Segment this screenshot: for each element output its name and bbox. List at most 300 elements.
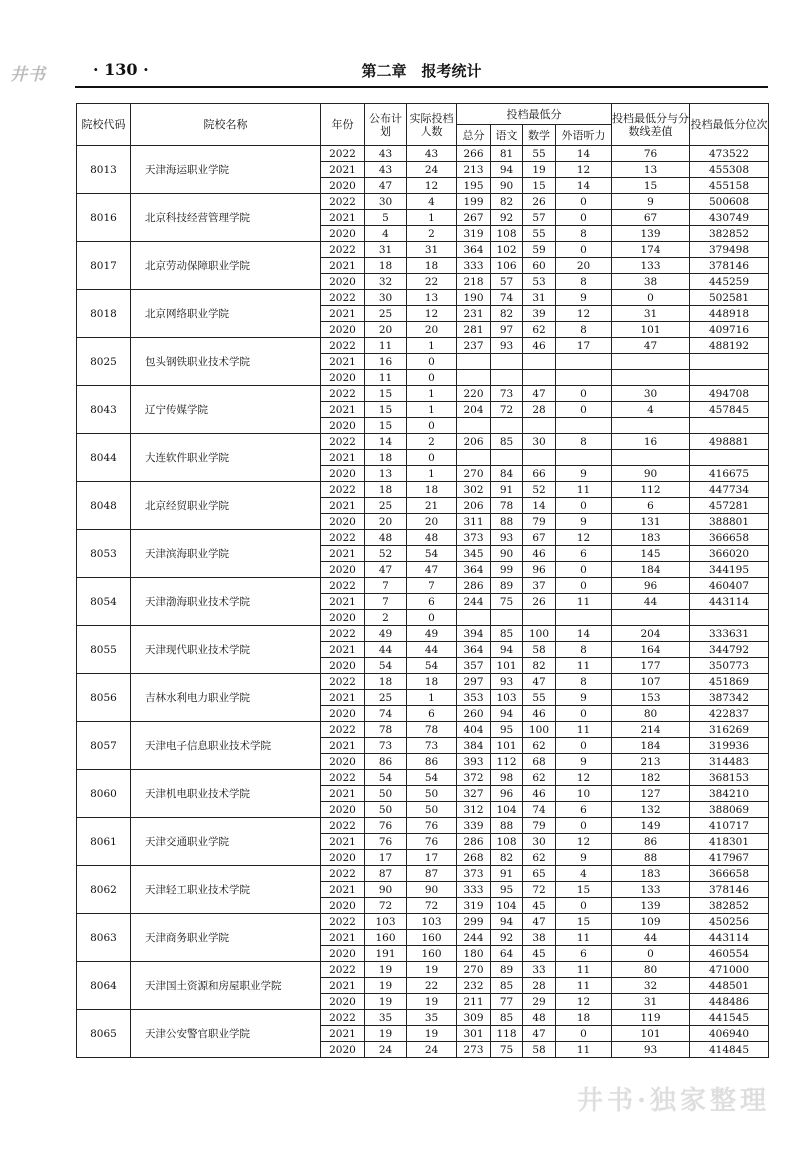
table-cell: 19 xyxy=(523,162,556,178)
table-cell: 108 xyxy=(491,834,523,850)
table-cell: 12 xyxy=(407,306,457,322)
publisher-logo: 井书 xyxy=(10,65,46,85)
table-cell: 9 xyxy=(556,754,612,770)
table-cell: 0 xyxy=(407,354,457,370)
table-cell: 99 xyxy=(491,562,523,578)
table-cell: 6 xyxy=(556,946,612,962)
school-code: 8065 xyxy=(77,1010,131,1058)
table-cell: 447734 xyxy=(690,482,769,498)
table-cell: 6 xyxy=(407,594,457,610)
table-cell: 97 xyxy=(491,322,523,338)
table-cell: 9 xyxy=(556,850,612,866)
table-cell: 2021 xyxy=(321,1026,365,1042)
table-cell: 19 xyxy=(365,1026,407,1042)
table-cell: 73 xyxy=(407,738,457,754)
table-cell: 406940 xyxy=(690,1026,769,1042)
table-cell: 18 xyxy=(407,482,457,498)
table-cell: 8 xyxy=(556,674,612,690)
table-cell: 46 xyxy=(523,706,556,722)
table-cell: 10 xyxy=(556,786,612,802)
table-cell: 286 xyxy=(457,834,491,850)
table-cell: 25 xyxy=(365,690,407,706)
table-cell: 2020 xyxy=(321,706,365,722)
table-cell: 414845 xyxy=(690,1042,769,1058)
table-cell: 382852 xyxy=(690,226,769,242)
table-cell: 52 xyxy=(365,546,407,562)
table-cell: 24 xyxy=(407,162,457,178)
school-code: 8016 xyxy=(77,194,131,242)
table-cell: 78 xyxy=(491,498,523,514)
table-cell: 80 xyxy=(612,962,690,978)
table-cell: 46 xyxy=(523,786,556,802)
table-cell: 2021 xyxy=(321,690,365,706)
table-cell: 118 xyxy=(491,1026,523,1042)
table-cell: 112 xyxy=(491,754,523,770)
table-cell: 206 xyxy=(457,498,491,514)
table-cell: 9 xyxy=(556,290,612,306)
table-cell: 54 xyxy=(365,658,407,674)
page-header xyxy=(75,52,768,82)
table-cell: 404 xyxy=(457,722,491,738)
table-cell: 18 xyxy=(556,1010,612,1026)
table-row xyxy=(77,626,769,642)
school-code: 8025 xyxy=(77,338,131,386)
col-chinese: 语文 xyxy=(491,125,523,146)
table-cell: 206 xyxy=(457,434,491,450)
table-cell: 2022 xyxy=(321,434,365,450)
table-cell: 30 xyxy=(523,834,556,850)
table-cell: 357 xyxy=(457,658,491,674)
table-cell: 11 xyxy=(556,1042,612,1058)
table-cell: 311 xyxy=(457,514,491,530)
table-cell: 2020 xyxy=(321,898,365,914)
school-code: 8064 xyxy=(77,962,131,1010)
table-cell: 2021 xyxy=(321,546,365,562)
table-cell: 0 xyxy=(612,290,690,306)
table-cell: 81 xyxy=(491,146,523,162)
table-cell: 8 xyxy=(556,434,612,450)
table-cell: 302 xyxy=(457,482,491,498)
school-code: 8017 xyxy=(77,242,131,290)
table-cell: 353 xyxy=(457,690,491,706)
table-cell: 11 xyxy=(365,370,407,386)
table-cell: 2021 xyxy=(321,210,365,226)
table-cell: 441545 xyxy=(690,1010,769,1026)
table-cell: 364 xyxy=(457,242,491,258)
school-code: 8061 xyxy=(77,818,131,866)
table-cell: 9 xyxy=(556,514,612,530)
table-cell: 57 xyxy=(491,274,523,290)
table-cell xyxy=(556,450,612,466)
table-cell: 0 xyxy=(612,946,690,962)
table-cell: 2021 xyxy=(321,498,365,514)
table-cell: 417967 xyxy=(690,850,769,866)
table-cell: 0 xyxy=(556,1026,612,1042)
table-cell: 4 xyxy=(556,866,612,882)
table-cell xyxy=(457,610,491,626)
table-row xyxy=(77,914,769,930)
table-row xyxy=(77,194,769,210)
table-cell: 410717 xyxy=(690,818,769,834)
table-cell: 2022 xyxy=(321,770,365,786)
table-cell: 2022 xyxy=(321,722,365,738)
table-cell: 15 xyxy=(365,386,407,402)
table-cell: 2022 xyxy=(321,386,365,402)
table-cell: 14 xyxy=(523,498,556,514)
table-cell: 0 xyxy=(556,706,612,722)
table-cell: 19 xyxy=(365,962,407,978)
table-cell: 333 xyxy=(457,258,491,274)
table-cell: 15 xyxy=(612,178,690,194)
table-cell: 47 xyxy=(523,674,556,690)
table-cell: 1 xyxy=(407,386,457,402)
table-cell: 92 xyxy=(491,930,523,946)
table-cell: 0 xyxy=(556,738,612,754)
table-cell xyxy=(612,450,690,466)
col-name: 院校名称 xyxy=(131,104,321,146)
table-cell: 60 xyxy=(523,258,556,274)
table-cell: 17 xyxy=(365,850,407,866)
table-cell: 174 xyxy=(612,242,690,258)
table-cell: 30 xyxy=(612,386,690,402)
table-cell: 2022 xyxy=(321,962,365,978)
table-cell: 2021 xyxy=(321,786,365,802)
table-cell: 1 xyxy=(407,210,457,226)
table-cell: 67 xyxy=(523,530,556,546)
table-cell xyxy=(612,610,690,626)
table-cell: 44 xyxy=(612,594,690,610)
col-math: 数学 xyxy=(523,125,556,146)
table-cell: 74 xyxy=(523,802,556,818)
table-cell: 2020 xyxy=(321,562,365,578)
table-cell: 473522 xyxy=(690,146,769,162)
table-cell: 2022 xyxy=(321,626,365,642)
school-code: 8048 xyxy=(77,482,131,530)
table-cell: 11 xyxy=(556,594,612,610)
table-row xyxy=(77,818,769,834)
table-cell: 82 xyxy=(491,850,523,866)
table-cell: 2022 xyxy=(321,914,365,930)
table-cell: 104 xyxy=(491,898,523,914)
table-cell: 2022 xyxy=(321,242,365,258)
table-cell: 2021 xyxy=(321,930,365,946)
table-cell: 184 xyxy=(612,738,690,754)
table-cell: 2020 xyxy=(321,802,365,818)
table-cell: 47 xyxy=(365,178,407,194)
table-cell: 32 xyxy=(612,978,690,994)
table-cell: 86 xyxy=(365,754,407,770)
school-name: 天津海运职业学院 xyxy=(131,146,321,194)
table-cell: 2022 xyxy=(321,674,365,690)
header-rule xyxy=(75,86,768,88)
table-cell: 314483 xyxy=(690,754,769,770)
table-cell xyxy=(523,418,556,434)
table-cell: 93 xyxy=(491,674,523,690)
col-rank: 投档最低分位次 xyxy=(690,104,769,146)
table-cell: 38 xyxy=(612,274,690,290)
table-cell: 84 xyxy=(491,466,523,482)
table-cell: 13 xyxy=(407,290,457,306)
table-cell: 53 xyxy=(523,274,556,290)
table-cell: 96 xyxy=(523,562,556,578)
table-cell: 301 xyxy=(457,1026,491,1042)
table-cell: 418301 xyxy=(690,834,769,850)
table-cell: 199 xyxy=(457,194,491,210)
table-cell: 384210 xyxy=(690,786,769,802)
table-cell: 2021 xyxy=(321,306,365,322)
table-cell: 89 xyxy=(491,962,523,978)
col-total: 总分 xyxy=(457,125,491,146)
table-cell: 88 xyxy=(491,818,523,834)
table-cell: 409716 xyxy=(690,322,769,338)
table-cell: 244 xyxy=(457,594,491,610)
table-cell: 80 xyxy=(612,706,690,722)
table-cell: 5 xyxy=(365,210,407,226)
table-cell: 65 xyxy=(523,866,556,882)
table-cell: 87 xyxy=(365,866,407,882)
table-cell: 43 xyxy=(365,146,407,162)
table-cell: 18 xyxy=(365,258,407,274)
table-cell: 2020 xyxy=(321,658,365,674)
table-cell: 345 xyxy=(457,546,491,562)
table-cell: 20 xyxy=(365,322,407,338)
table-cell: 78 xyxy=(365,722,407,738)
table-cell: 1 xyxy=(407,690,457,706)
table-cell: 498881 xyxy=(690,434,769,450)
table-cell: 2021 xyxy=(321,162,365,178)
table-cell: 91 xyxy=(491,482,523,498)
table-cell: 11 xyxy=(556,930,612,946)
table-cell: 299 xyxy=(457,914,491,930)
table-cell: 9 xyxy=(556,690,612,706)
table-row xyxy=(77,674,769,690)
table-cell: 2020 xyxy=(321,1042,365,1058)
table-cell: 368153 xyxy=(690,770,769,786)
table-body xyxy=(77,146,769,1058)
table-cell: 378146 xyxy=(690,882,769,898)
table-cell: 11 xyxy=(556,978,612,994)
table-cell: 19 xyxy=(407,1026,457,1042)
table-cell: 15 xyxy=(556,882,612,898)
table-cell: 131 xyxy=(612,514,690,530)
table-cell: 2 xyxy=(365,610,407,626)
table-cell: 89 xyxy=(491,578,523,594)
table-cell: 267 xyxy=(457,210,491,226)
table-cell xyxy=(690,418,769,434)
table-cell: 72 xyxy=(523,882,556,898)
table-cell: 384 xyxy=(457,738,491,754)
table-cell: 184 xyxy=(612,562,690,578)
table-cell xyxy=(556,418,612,434)
table-cell: 366658 xyxy=(690,866,769,882)
table-cell: 18 xyxy=(407,674,457,690)
table-cell: 2020 xyxy=(321,850,365,866)
table-cell: 78 xyxy=(407,722,457,738)
table-cell: 15 xyxy=(365,418,407,434)
school-name: 天津滨海职业学院 xyxy=(131,530,321,578)
table-cell: 30 xyxy=(523,434,556,450)
table-cell: 6 xyxy=(612,498,690,514)
table-cell: 373 xyxy=(457,866,491,882)
table-cell: 13 xyxy=(612,162,690,178)
table-cell: 20 xyxy=(407,322,457,338)
table-cell: 350773 xyxy=(690,658,769,674)
table-cell: 54 xyxy=(407,770,457,786)
table-cell: 2 xyxy=(407,226,457,242)
table-cell: 133 xyxy=(612,258,690,274)
table-cell: 88 xyxy=(612,850,690,866)
table-cell: 30 xyxy=(365,290,407,306)
table-cell: 190 xyxy=(457,290,491,306)
table-row xyxy=(77,770,769,786)
school-name: 天津机电职业技术学院 xyxy=(131,770,321,818)
table-cell: 19 xyxy=(365,994,407,1010)
school-code: 8044 xyxy=(77,434,131,482)
table-cell: 20 xyxy=(556,258,612,274)
table-cell: 0 xyxy=(556,818,612,834)
table-cell: 104 xyxy=(491,802,523,818)
table-cell xyxy=(491,610,523,626)
table-cell xyxy=(556,610,612,626)
col-min-scores: 投档最低分 xyxy=(457,104,612,125)
col-diff: 投档最低分与分数线差值 xyxy=(612,104,690,146)
table-cell xyxy=(491,418,523,434)
table-cell: 46 xyxy=(523,338,556,354)
table-cell: 7 xyxy=(407,578,457,594)
school-name: 天津轻工职业技术学院 xyxy=(131,866,321,914)
table-cell: 2022 xyxy=(321,530,365,546)
table-cell: 18 xyxy=(407,258,457,274)
table-cell: 2022 xyxy=(321,818,365,834)
table-cell: 2020 xyxy=(321,418,365,434)
table-cell: 18 xyxy=(365,450,407,466)
table-cell: 94 xyxy=(491,914,523,930)
school-code: 8043 xyxy=(77,386,131,434)
school-name: 吉林水利电力职业学院 xyxy=(131,674,321,722)
table-cell: 211 xyxy=(457,994,491,1010)
table-cell: 20 xyxy=(407,514,457,530)
table-cell: 101 xyxy=(491,658,523,674)
school-name: 大连软件职业学院 xyxy=(131,434,321,482)
table-cell: 90 xyxy=(491,178,523,194)
table-cell: 29 xyxy=(523,994,556,1010)
table-cell: 260 xyxy=(457,706,491,722)
table-cell: 35 xyxy=(407,1010,457,1026)
table-cell: 12 xyxy=(407,178,457,194)
table-cell: 430749 xyxy=(690,210,769,226)
table-cell: 132 xyxy=(612,802,690,818)
table-cell: 76 xyxy=(407,834,457,850)
table-cell: 183 xyxy=(612,530,690,546)
table-cell: 25 xyxy=(365,498,407,514)
table-cell: 62 xyxy=(523,770,556,786)
table-cell xyxy=(491,450,523,466)
table-cell: 72 xyxy=(407,898,457,914)
table-cell: 191 xyxy=(365,946,407,962)
table-row xyxy=(77,242,769,258)
school-code: 8055 xyxy=(77,626,131,674)
table-cell: 74 xyxy=(491,290,523,306)
table-cell: 2021 xyxy=(321,354,365,370)
table-cell: 75 xyxy=(491,1042,523,1058)
table-cell: 44 xyxy=(407,642,457,658)
table-cell: 364 xyxy=(457,642,491,658)
table-cell: 50 xyxy=(365,802,407,818)
table-cell: 344195 xyxy=(690,562,769,578)
table-cell: 82 xyxy=(523,658,556,674)
table-cell: 0 xyxy=(407,610,457,626)
table-cell: 101 xyxy=(612,1026,690,1042)
table-row xyxy=(77,722,769,738)
school-name: 北京经贸职业学院 xyxy=(131,482,321,530)
table-cell: 43 xyxy=(407,146,457,162)
table-cell: 90 xyxy=(365,882,407,898)
table-cell: 58 xyxy=(523,642,556,658)
table-cell: 94 xyxy=(491,642,523,658)
table-row xyxy=(77,146,769,162)
table-row xyxy=(77,338,769,354)
table-cell: 2022 xyxy=(321,146,365,162)
table-cell: 30 xyxy=(365,194,407,210)
table-cell: 47 xyxy=(612,338,690,354)
table-cell: 494708 xyxy=(690,386,769,402)
table-cell: 366020 xyxy=(690,546,769,562)
table-cell: 54 xyxy=(407,658,457,674)
table-cell: 8 xyxy=(556,226,612,242)
table-cell xyxy=(612,354,690,370)
table-cell: 231 xyxy=(457,306,491,322)
table-cell: 364 xyxy=(457,562,491,578)
table-cell: 25 xyxy=(365,306,407,322)
table-cell: 58 xyxy=(523,1042,556,1058)
table-cell: 31 xyxy=(365,242,407,258)
table-cell: 2022 xyxy=(321,866,365,882)
table-cell: 333631 xyxy=(690,626,769,642)
table-row xyxy=(77,962,769,978)
table-cell: 443114 xyxy=(690,930,769,946)
table-cell: 86 xyxy=(407,754,457,770)
table-cell: 195 xyxy=(457,178,491,194)
table-cell: 54 xyxy=(407,546,457,562)
table-cell xyxy=(457,418,491,434)
school-code: 8057 xyxy=(77,722,131,770)
col-listening: 外语听力 xyxy=(556,125,612,146)
school-name: 天津渤海职业技术学院 xyxy=(131,578,321,626)
table-cell: 6 xyxy=(407,706,457,722)
table-cell: 64 xyxy=(491,946,523,962)
table-cell: 2022 xyxy=(321,290,365,306)
table-cell: 286 xyxy=(457,578,491,594)
table-cell: 94 xyxy=(491,162,523,178)
col-year: 年份 xyxy=(321,104,365,146)
table-row xyxy=(77,434,769,450)
table-cell: 14 xyxy=(556,626,612,642)
table-cell: 48 xyxy=(407,530,457,546)
table-cell: 455308 xyxy=(690,162,769,178)
table-cell: 2021 xyxy=(321,738,365,754)
table-cell: 92 xyxy=(491,210,523,226)
table-cell: 6 xyxy=(556,546,612,562)
table-cell: 74 xyxy=(365,706,407,722)
table-cell: 17 xyxy=(407,850,457,866)
table-cell: 0 xyxy=(556,402,612,418)
table-cell: 50 xyxy=(407,802,457,818)
table-cell: 2021 xyxy=(321,882,365,898)
table-cell: 0 xyxy=(556,898,612,914)
table-cell: 119 xyxy=(612,1010,690,1026)
table-cell: 4 xyxy=(407,194,457,210)
table-cell xyxy=(690,370,769,386)
